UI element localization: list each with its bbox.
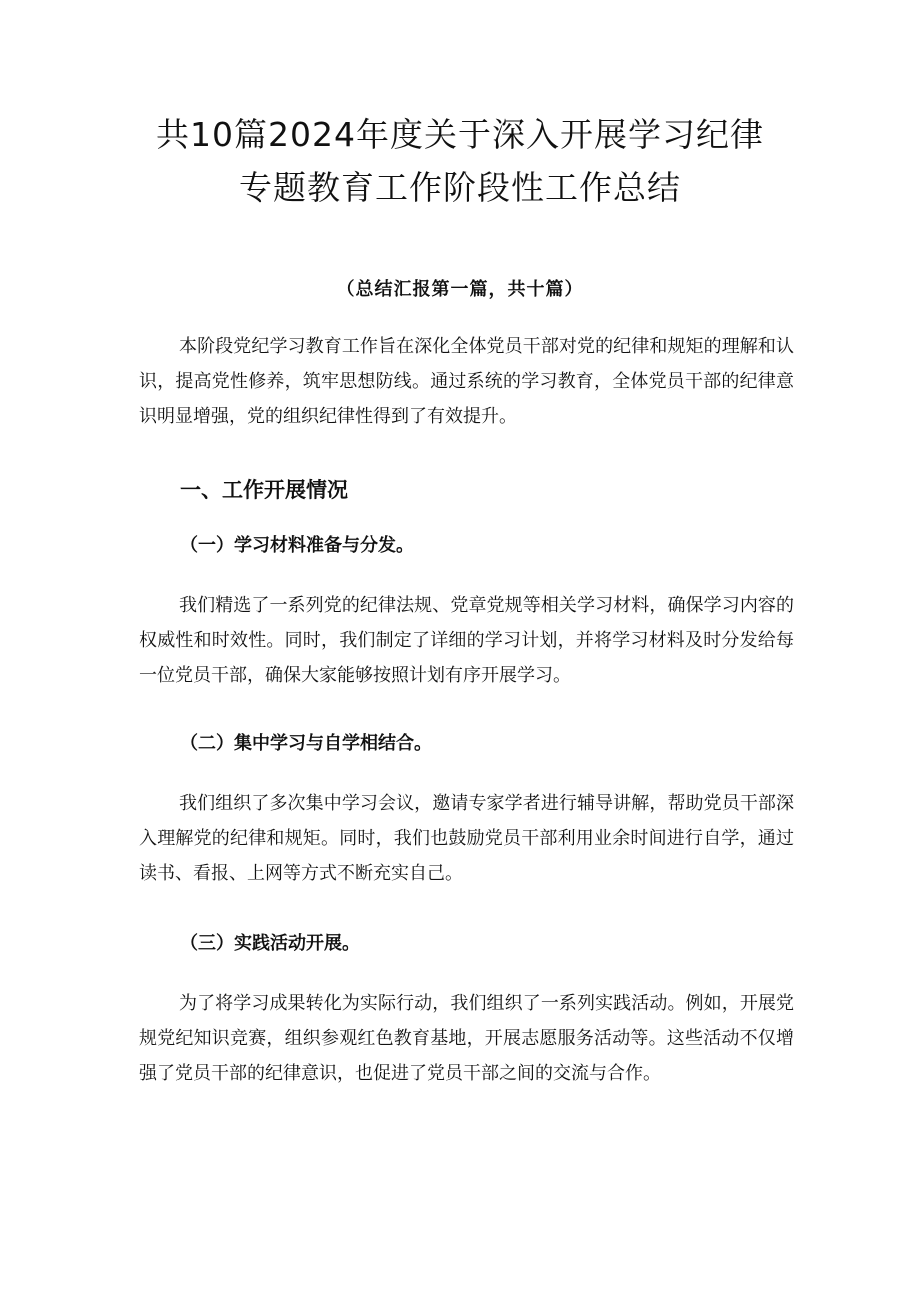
section-heading-work-progress: 一、工作开展情况 (180, 478, 348, 502)
subsection-heading-3: （三）实践活动开展。 (180, 933, 360, 954)
subsection-heading-2: （二）集中学习与自学相结合。 (180, 733, 432, 754)
title-line-2: 专题教育工作阶段性工作总结 (239, 168, 681, 207)
title-line-1: 共10篇2024年度关于深入开展学习纪律 (156, 115, 764, 154)
subsection-heading-1: （一）学习材料准备与分发。 (180, 535, 414, 556)
subsection-paragraph-2: 我们组织了多次集中学习会议，邀请专家学者进行辅导讲解，帮助党员干部深入理解党的纪律和规矩。同时，我们也鼓励党员干部利用业余时间进行自学，通过读书、看报、上网等方式不断充实自己。 (139, 793, 794, 884)
subsection-paragraph-3: 为了将学习成果转化为实际行动，我们组织了一系列实践活动。例如，开展党规党纪知识竞赛，组织参观红色教育基地，开展志愿服务活动等。这些活动不仅增强了党员干部的纪律意识，也促进了党员干部之间的交流与合作。 (139, 993, 794, 1084)
document-title (0, 108, 920, 214)
subsection-paragraph-1: 我们精选了一系列党的纪律法规、党章党规等相关学习材料，确保学习内容的权威性和时效性。同时，我们制定了详细的学习计划，并将学习材料及时分发给每一位党员干部，确保大家能够按照计划有序开展学习。 (139, 595, 794, 686)
intro-paragraph: 本阶段党纪学习教育工作旨在深化全体党员干部对党的纪律和规矩的理解和认识，提高党性修养，筑牢思想防线。通过系统的学习教育，全体党员干部的纪律意识明显增强，党的组织纪律性得到了有效提升。 (139, 336, 794, 427)
document-subtitle: （总结汇报第一篇，共十篇） (336, 279, 584, 300)
